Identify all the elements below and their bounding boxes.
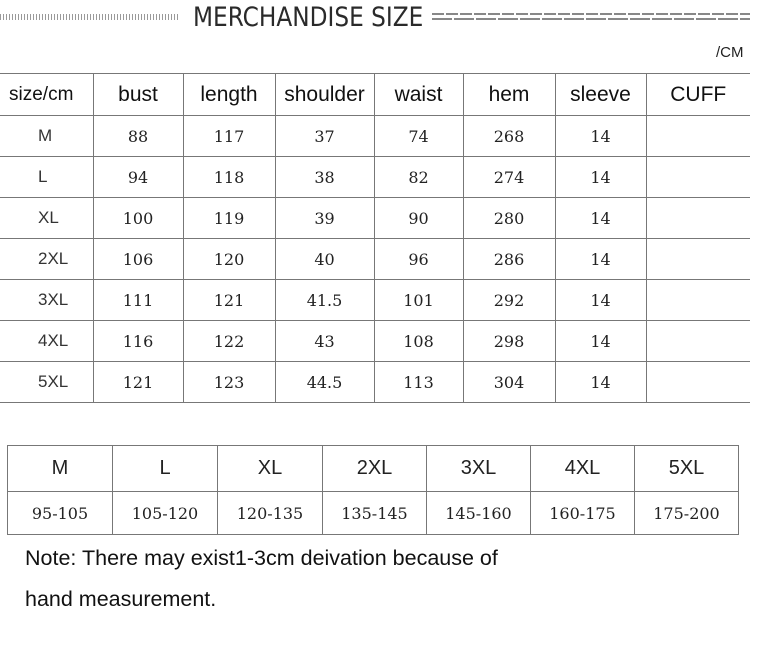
height-range-cell: 135-145	[323, 492, 427, 535]
unit-label: /CM	[716, 44, 744, 61]
cuff-cell	[646, 157, 750, 198]
cuff-cell	[646, 239, 750, 280]
column-header-bust: bust	[93, 74, 183, 116]
length-cell: 117	[183, 116, 275, 157]
length-cell: 121	[183, 280, 275, 321]
table-row	[0, 280, 750, 321]
length-cell: 122	[183, 321, 275, 362]
bust-cell: 116	[93, 321, 183, 362]
size-cell: M	[0, 116, 93, 157]
waist-cell: 113	[374, 362, 463, 403]
note-line-2: hand measurement.	[25, 587, 217, 611]
table-row	[0, 362, 750, 403]
column-header-shoulder: shoulder	[275, 74, 374, 116]
height-range-cell: 120-135	[218, 492, 323, 535]
waist-cell: 74	[374, 116, 463, 157]
shoulder-cell: 38	[275, 157, 374, 198]
bust-cell: 106	[93, 239, 183, 280]
height-range-cell: 160-175	[531, 492, 635, 535]
table-row	[0, 198, 750, 239]
height-range-cell: 105-120	[113, 492, 218, 535]
bust-cell: 100	[93, 198, 183, 239]
length-cell: 120	[183, 239, 275, 280]
hem-cell: 298	[463, 321, 555, 362]
bust-cell: 121	[93, 362, 183, 403]
table-row	[0, 239, 750, 280]
size-cell: XL	[0, 198, 93, 239]
height-size-header: 5XL	[635, 446, 739, 492]
waist-cell: 108	[374, 321, 463, 362]
shoulder-cell: 40	[275, 239, 374, 280]
waist-cell: 96	[374, 239, 463, 280]
length-cell: 118	[183, 157, 275, 198]
size-chart-header-row	[0, 74, 750, 116]
column-header-sleeve: sleeve	[555, 74, 646, 116]
title-bar	[0, 0, 767, 40]
shoulder-cell: 44.5	[275, 362, 374, 403]
height-range-row	[8, 492, 739, 535]
height-size-header: L	[113, 446, 218, 492]
hem-cell: 274	[463, 157, 555, 198]
page-title: MERCHANDISE SIZE	[193, 2, 424, 33]
waist-cell: 82	[374, 157, 463, 198]
size-chart-table	[0, 73, 750, 403]
hem-cell: 286	[463, 239, 555, 280]
column-header-cuff: CUFF	[646, 74, 750, 116]
table-row	[0, 116, 750, 157]
height-size-row	[8, 446, 739, 492]
height-range-cell: 145-160	[427, 492, 531, 535]
hem-cell: 268	[463, 116, 555, 157]
shoulder-cell: 43	[275, 321, 374, 362]
hem-cell: 280	[463, 198, 555, 239]
bust-cell: 111	[93, 280, 183, 321]
length-cell: 123	[183, 362, 275, 403]
height-size-header: 4XL	[531, 446, 635, 492]
shoulder-cell: 37	[275, 116, 374, 157]
decorative-dashes-right	[432, 13, 750, 15]
decorative-dashes-right-2	[432, 18, 750, 20]
size-cell: L	[0, 157, 93, 198]
size-cell: 3XL	[0, 280, 93, 321]
shoulder-cell: 41.5	[275, 280, 374, 321]
note-line-1: Note: There may exist1-3cm deivation because of	[25, 546, 498, 570]
sleeve-cell: 14	[555, 362, 646, 403]
sleeve-cell: 14	[555, 157, 646, 198]
height-range-table	[7, 445, 739, 535]
sleeve-cell: 14	[555, 116, 646, 157]
measurement-note	[25, 538, 725, 620]
height-size-header: M	[8, 446, 113, 492]
size-cell: 2XL	[0, 239, 93, 280]
height-size-header: XL	[218, 446, 323, 492]
waist-cell: 101	[374, 280, 463, 321]
cuff-cell	[646, 198, 750, 239]
shoulder-cell: 39	[275, 198, 374, 239]
cuff-cell	[646, 116, 750, 157]
height-size-header: 3XL	[427, 446, 531, 492]
cuff-cell	[646, 362, 750, 403]
hem-cell: 304	[463, 362, 555, 403]
height-range-cell: 175-200	[635, 492, 739, 535]
table-row	[0, 157, 750, 198]
column-header-length: length	[183, 74, 275, 116]
column-header-hem: hem	[463, 74, 555, 116]
hem-cell: 292	[463, 280, 555, 321]
sleeve-cell: 14	[555, 321, 646, 362]
waist-cell: 90	[374, 198, 463, 239]
length-cell: 119	[183, 198, 275, 239]
decorative-stripes-left	[0, 14, 178, 20]
column-header-waist: waist	[374, 74, 463, 116]
column-header-size: size/cm	[0, 74, 93, 116]
sleeve-cell: 14	[555, 280, 646, 321]
table-row	[0, 321, 750, 362]
height-size-header: 2XL	[323, 446, 427, 492]
sleeve-cell: 14	[555, 239, 646, 280]
bust-cell: 94	[93, 157, 183, 198]
cuff-cell	[646, 280, 750, 321]
bust-cell: 88	[93, 116, 183, 157]
size-cell: 5XL	[0, 362, 93, 403]
cuff-cell	[646, 321, 750, 362]
size-cell: 4XL	[0, 321, 93, 362]
height-range-cell: 95-105	[8, 492, 113, 535]
sleeve-cell: 14	[555, 198, 646, 239]
